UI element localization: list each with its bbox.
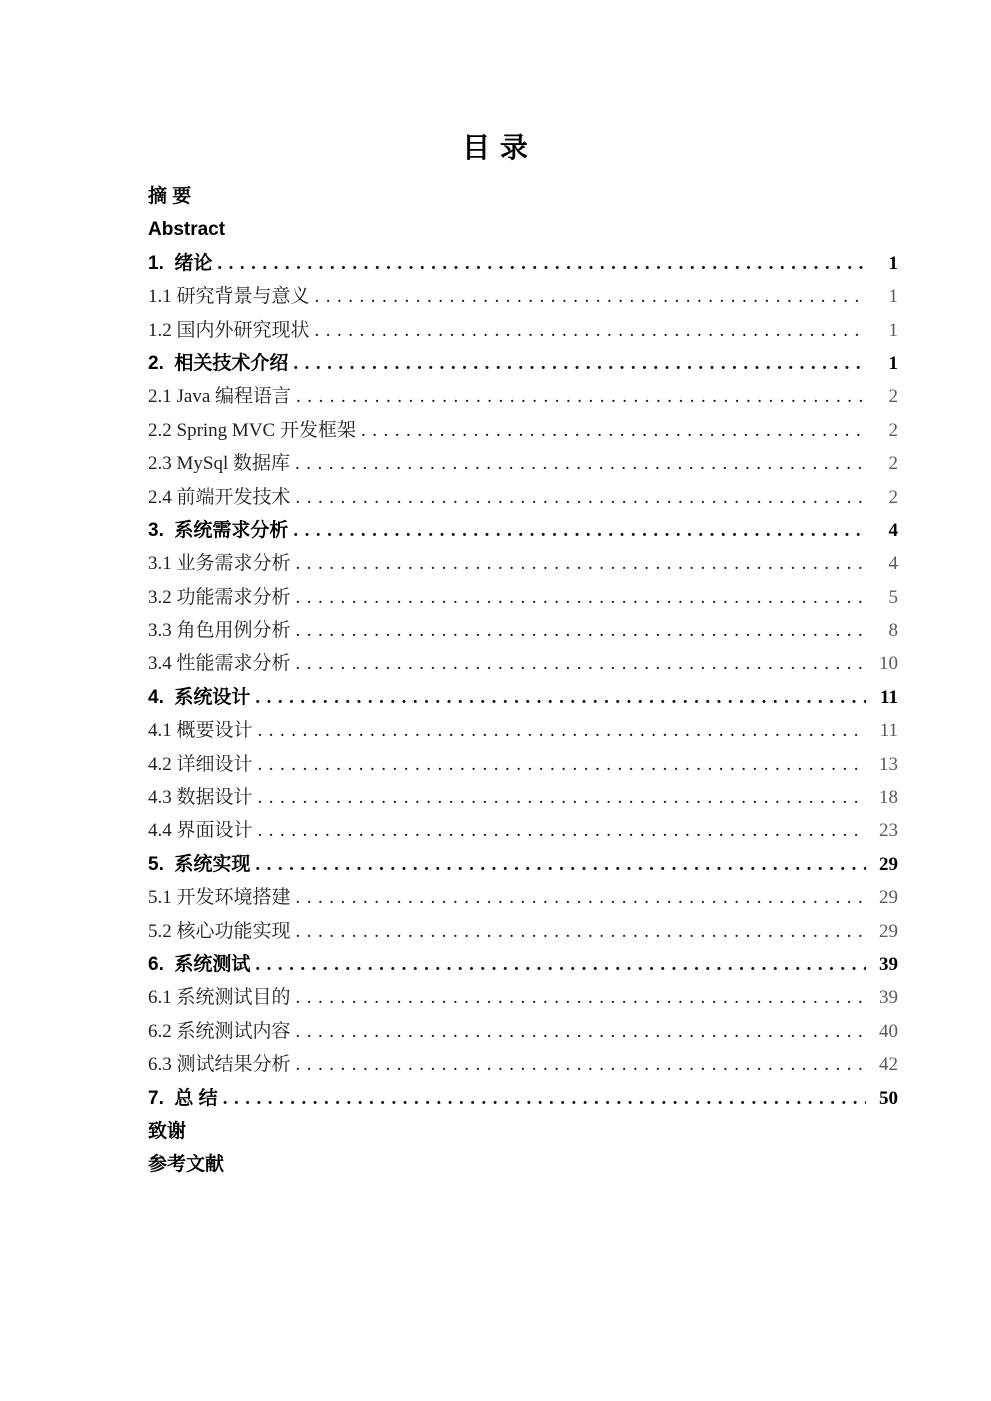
toc-page-number: 39 <box>879 953 898 975</box>
toc-entry-label: 2.2 Spring MVC 开发框架 <box>148 419 356 441</box>
toc-dot-leader <box>291 981 866 1014</box>
toc-entry <box>148 614 898 647</box>
toc-entry-label: 5. 系统实现 <box>148 853 251 875</box>
toc-dot-leader <box>291 881 866 914</box>
toc-page-number: 18 <box>879 787 898 809</box>
toc-entry <box>148 781 898 814</box>
toc-dot-leader <box>291 547 866 580</box>
toc-entry <box>148 447 898 480</box>
toc-entry <box>148 681 898 714</box>
toc-page-number: 40 <box>879 1020 898 1042</box>
toc-dot-leader <box>291 614 866 647</box>
toc-entry <box>148 1015 898 1048</box>
toc-entry-label: 5.2 核心功能实现 <box>148 920 291 942</box>
toc-dot-leader <box>250 681 866 714</box>
toc-entry <box>148 981 898 1014</box>
toc-entry <box>148 481 898 514</box>
toc-dot-leader <box>310 314 866 347</box>
toc-entry-label: 3.1 业务需求分析 <box>148 553 291 575</box>
toc-page-number: 2 <box>888 453 898 475</box>
toc-entry-label: 摘 要 <box>148 186 192 207</box>
toc-page-number: 2 <box>888 486 898 508</box>
toc-entry <box>148 247 898 280</box>
toc-dot-leader <box>250 948 866 981</box>
toc-dot-leader <box>291 1048 866 1081</box>
toc-dot-leader <box>288 347 866 380</box>
toc-entry-label: 6.3 测试结果分析 <box>148 1054 291 1076</box>
toc-dot-leader <box>288 514 866 547</box>
toc-dot-leader <box>356 414 866 447</box>
toc-dot-leader <box>291 380 866 413</box>
toc-page-number: 23 <box>879 820 898 842</box>
toc-entry-label: 1.2 国内外研究现状 <box>148 319 310 341</box>
toc-entry-label: 4.4 界面设计 <box>148 820 253 842</box>
toc-entry-label: 7. 总 结 <box>148 1087 218 1109</box>
toc-dot-leader <box>310 280 866 313</box>
toc-entry-label: 3. 系统需求分析 <box>148 519 289 541</box>
toc-dot-leader <box>218 1082 866 1115</box>
toc-entry <box>148 180 898 213</box>
toc-entry-label: 2. 相关技术介绍 <box>148 352 289 374</box>
toc-entry <box>148 1148 898 1181</box>
toc-entry <box>148 414 898 447</box>
toc-entry-label: 3.2 功能需求分析 <box>148 586 291 608</box>
toc-page-number: 29 <box>879 920 898 942</box>
toc-dot-leader <box>250 848 866 881</box>
toc-page-number: 11 <box>879 720 898 742</box>
toc-entry <box>148 581 898 614</box>
toc-dot-leader <box>291 481 866 514</box>
toc-entry-label: Abstract <box>148 219 226 241</box>
toc-entry-label: 4.2 详细设计 <box>148 753 253 775</box>
toc-entry <box>148 748 898 781</box>
toc-entry <box>148 213 898 246</box>
toc-entry-label: 致谢 <box>148 1120 187 1142</box>
toc-dot-leader <box>253 814 866 847</box>
toc-entry <box>148 380 898 413</box>
toc-page-number: 4 <box>888 519 898 541</box>
toc-entry-label: 5.1 开发环境搭建 <box>148 887 291 909</box>
toc-entry <box>148 347 898 380</box>
toc-entry <box>148 1082 898 1115</box>
toc-entry-label: 参考文献 <box>148 1154 225 1176</box>
toc-page-number: 1 <box>888 286 898 308</box>
toc-entry <box>148 881 898 914</box>
toc-entry-label: 1.1 研究背景与意义 <box>148 286 310 308</box>
toc-page-number: 4 <box>888 553 898 575</box>
toc-entry-label: 1. 绪论 <box>148 252 213 274</box>
toc-entry-label: 4. 系统设计 <box>148 686 251 708</box>
toc-page-number: 1 <box>888 252 898 274</box>
toc-page-number: 8 <box>888 620 898 642</box>
toc-page-number: 1 <box>888 352 898 374</box>
toc-dot-leader <box>290 447 866 480</box>
toc-entry-label: 6.1 系统测试目的 <box>148 987 291 1009</box>
toc-entry-label: 2.4 前端开发技术 <box>148 486 291 508</box>
toc-page-number: 1 <box>888 319 898 341</box>
toc-dot-leader <box>291 1015 866 1048</box>
toc-entry <box>148 915 898 948</box>
toc-entry-label: 6.2 系统测试内容 <box>148 1020 291 1042</box>
toc-page-number: 5 <box>888 586 898 608</box>
toc-page-number: 10 <box>879 653 898 675</box>
toc-entry <box>148 314 898 347</box>
toc-page-number: 2 <box>888 386 898 408</box>
toc-entry-label: 6. 系统测试 <box>148 953 251 975</box>
toc-page-number: 39 <box>879 987 898 1009</box>
toc-page-number: 42 <box>879 1054 898 1076</box>
toc-entry <box>148 547 898 580</box>
toc-entry <box>148 714 898 747</box>
toc-title: 目 录 <box>462 132 529 163</box>
toc-entry-label: 3.4 性能需求分析 <box>148 653 291 675</box>
toc-entry <box>148 948 898 981</box>
toc-entry <box>148 280 898 313</box>
toc-entry <box>148 647 898 680</box>
toc-page-number: 13 <box>879 753 898 775</box>
toc-entry-label: 4.3 数据设计 <box>148 787 253 809</box>
toc-entry <box>148 848 898 881</box>
toc-page-number: 11 <box>880 686 898 708</box>
toc-dot-leader <box>291 915 866 948</box>
toc-entry-label: 3.3 角色用例分析 <box>148 620 291 642</box>
toc-page-number: 50 <box>879 1087 898 1109</box>
toc-dot-leader <box>291 647 866 680</box>
toc-dot-leader <box>253 714 866 747</box>
toc-entry-label: 2.1 Java 编程语言 <box>148 386 292 408</box>
toc-entry <box>148 1115 898 1148</box>
toc-dot-leader <box>291 581 866 614</box>
toc-page-number: 2 <box>888 419 898 441</box>
toc-page-number: 29 <box>879 887 898 909</box>
toc-entry-label: 4.1 概要设计 <box>148 720 253 742</box>
toc-entry <box>148 1048 898 1081</box>
toc-entry <box>148 514 898 547</box>
toc-list <box>148 180 898 1182</box>
toc-entry-label: 2.3 MySql 数据库 <box>148 453 290 475</box>
toc-dot-leader <box>253 748 866 781</box>
toc-page-number: 29 <box>879 853 898 875</box>
toc-entry <box>148 814 898 847</box>
toc-dot-leader <box>212 247 866 280</box>
toc-dot-leader <box>253 781 866 814</box>
